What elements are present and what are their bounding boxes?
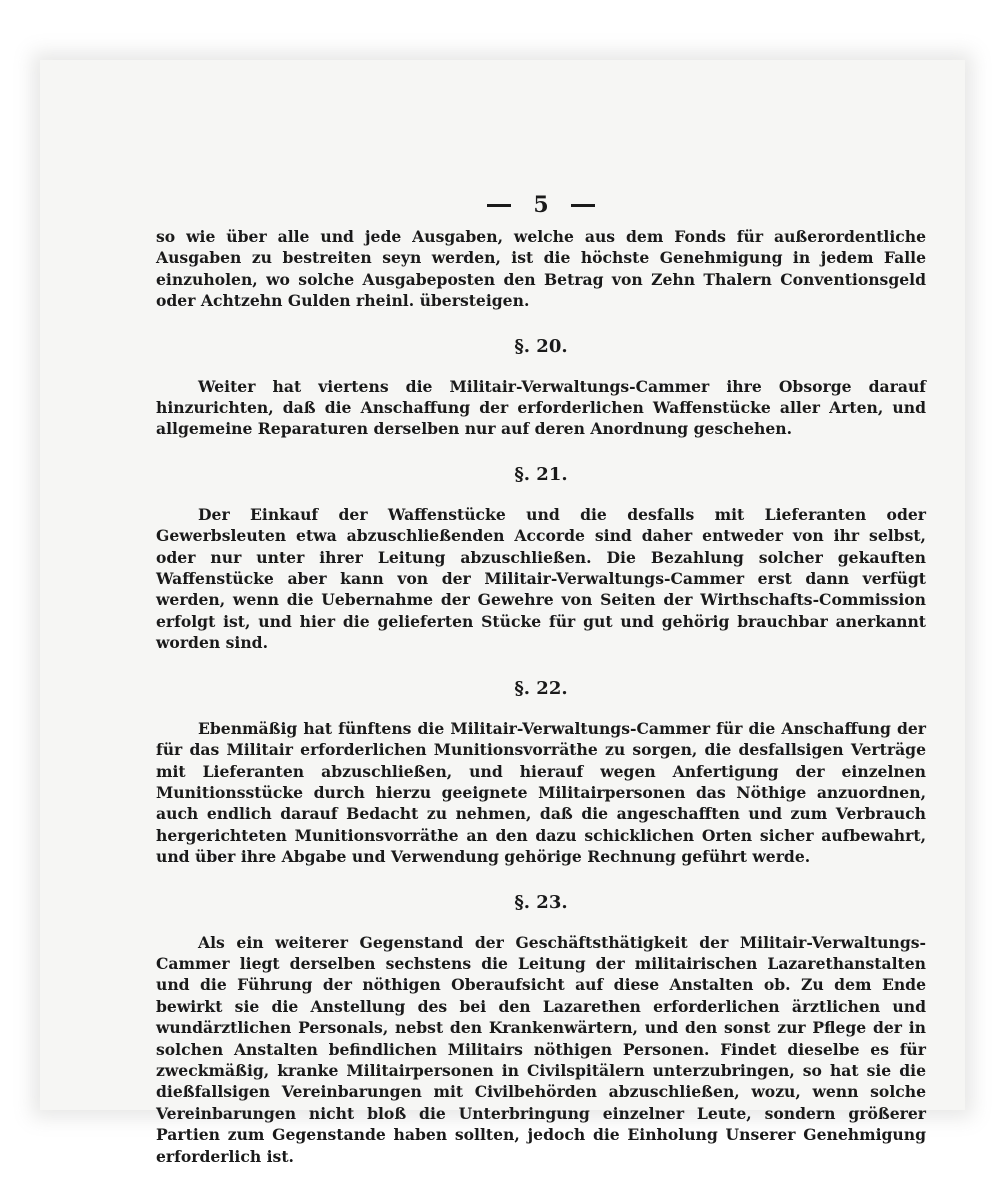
header-dash-left	[487, 204, 511, 207]
paragraph-continuation: so wie über alle und jede Ausgaben, welche aus dem Fonds für außerordentliche Ausgaben zu bestreiten seyn werden, ist die höchste Genehmigung in jedem Falle einzuholen, wo solche Ausgabeposten den Betrag von Zehn Thalern Conventionsgeld oder Achtzehn Gulden rheinl. übersteigen.	[156, 227, 926, 311]
header-dash-right	[571, 204, 595, 207]
section-heading-21: §. 21.	[514, 463, 568, 485]
paragraph-section-20: Weiter hat viertens die Militair-Verwaltungs-Cammer ihre Obsorge darauf hinzurichten, daß die Anschaffung der erforderlichen Waffenstücke aller Arten, und allgemeine Reparaturen derselben nur auf deren Anordnung geschehen.	[156, 376, 926, 439]
section-heading-20: §. 20.	[514, 335, 568, 357]
section-heading-22: §. 22.	[514, 677, 568, 699]
paragraph-section-22: Ebenmäßig hat fünftens die Militair-Verwaltungs-Cammer für die Anschaffung der für das Militair erforderlichen Munitionsvorräthe zu sorgen, die desfallsigen Verträge mit Lieferanten abzuschließen, und hierauf wegen Anfertigung der einzelnen Munitionsstücke durch hierzu geeignete Militairpersonen das Nöthige anzuordnen, auch endlich darauf Bedacht zu nehmen, daß die angeschafften und zum Verbrauch hergerichteten Munitionsvorräthe an den dazu schicklichen Orten sicher aufbewahrt, und über ihre Abgabe und Verwendung gehörige Rechnung geführt werde.	[156, 718, 926, 867]
section-heading-23: §. 23.	[514, 891, 568, 913]
page-number: 5	[533, 192, 549, 218]
paragraph-section-23: Als ein weiterer Gegenstand der Geschäftsthätigkeit der Militair-Verwaltungs-Cammer liegt derselben sechstens die Leitung der militairischen Lazarethanstalten und die Führung der nöthigen Oberaufsicht auf diese Anstalten ob. Zu dem Ende bewirkt sie die Anstellung des bei den Lazarethen erforderlichen ärztlichen und wundärztlichen Personals, nebst den Krankenwärtern, und den sonst zur Pflege der in solchen Anstalten befindlichen Militairs nöthigen Personen. Findet dieselbe es für zweckmäßig, kranke Militairpersonen in Civilspitälern unterzubringen, so hat sie die dießfallsigen Vereinbarungen mit Civilbehörden abzuschließen, wozu, wenn solche Vereinbarungen nicht bloß die Unterbringung einzelner Leute, sondern größerer Partien zum Gegenstande haben sollten, jedoch die Einholung Unserer Genehmigung erforderlich ist.	[156, 932, 926, 1166]
page-content	[156, 188, 926, 1167]
document-page	[40, 60, 965, 1166]
paragraph-section-21: Der Einkauf der Waffenstücke und die desfalls mit Lieferanten oder Gewerbsleuten etwa abzuschließenden Accorde sind daher entweder von ihr selbst, oder nur unter ihrer Leitung abzuschließen. Die Bezahlung solcher gekauften Waffenstücke aber kann von der Militair-Verwaltungs-Cammer erst dann verfügt werden, wenn die Uebernahme der Gewehre von Seiten der Wirthschafts-Commission erfolgt ist, und hier die gelieferten Stücke für gut und gehörig brauchbar anerkannt worden sind.	[156, 504, 926, 653]
page-header	[156, 188, 926, 222]
